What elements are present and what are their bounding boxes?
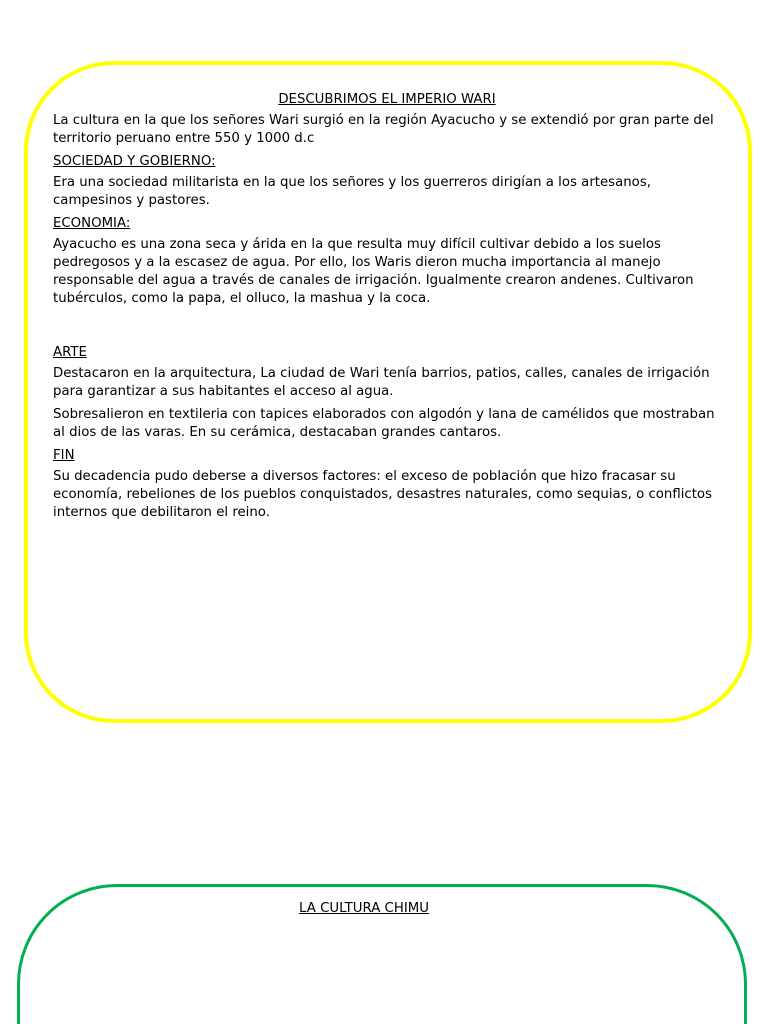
chimu-title: LA CULTURA CHIMU — [299, 901, 429, 916]
wari-intro: La cultura en la que los señores Wari surgió en la región Ayacucho y se extendió por gran parte del territorio peruano entre 550 y 1000 d.c — [53, 113, 714, 146]
arte-heading: ARTE — [53, 345, 87, 360]
wari-section — [53, 91, 721, 527]
economia-heading: ECONOMIA: — [53, 216, 131, 231]
fin-heading: FIN — [53, 448, 75, 463]
sociedad-text: Era una sociedad militarista en la que los señores y los guerreros dirigían a los artesanos, campesinos y pastores. — [53, 175, 651, 208]
sociedad-heading: SOCIEDAD Y GOBIERNO: — [53, 154, 216, 169]
fin-text: Su decadencia pudo deberse a diversos factores: el exceso de población que hizo fracasar su economía, rebeliones de los pueblos conquistados, desastres naturales, como sequias, o conflictos internos que debilitaron el reino. — [53, 469, 712, 520]
blank-line — [53, 313, 721, 344]
arte-text-2: Sobresalieron en textileria con tapices elaborados con algodón y lana de camélidos que mostraban al dios de las varas. En su cerámica, destacaban grandes cantaros. — [53, 407, 715, 440]
wari-title: DESCUBRIMOS EL IMPERIO WARI — [278, 92, 496, 107]
economia-text: Ayacucho es una zona seca y árida en la que resulta muy difícil cultivar debido a los suelos pedregosos y a la escasez de agua. Por ello, los Waris dieron mucha importancia al manejo responsable del agua a través de canales de irrigación. Igualmente crearon andenes. Cultivaron tubérculos, como la papa, el olluco, la mashua y la coca. — [53, 237, 694, 306]
arte-text-1: Destacaron en la arquitectura, La ciudad de Wari tenía barrios, patios, calles, canales de irrigación para garantizar a sus habitantes el acceso al agua. — [53, 366, 710, 399]
